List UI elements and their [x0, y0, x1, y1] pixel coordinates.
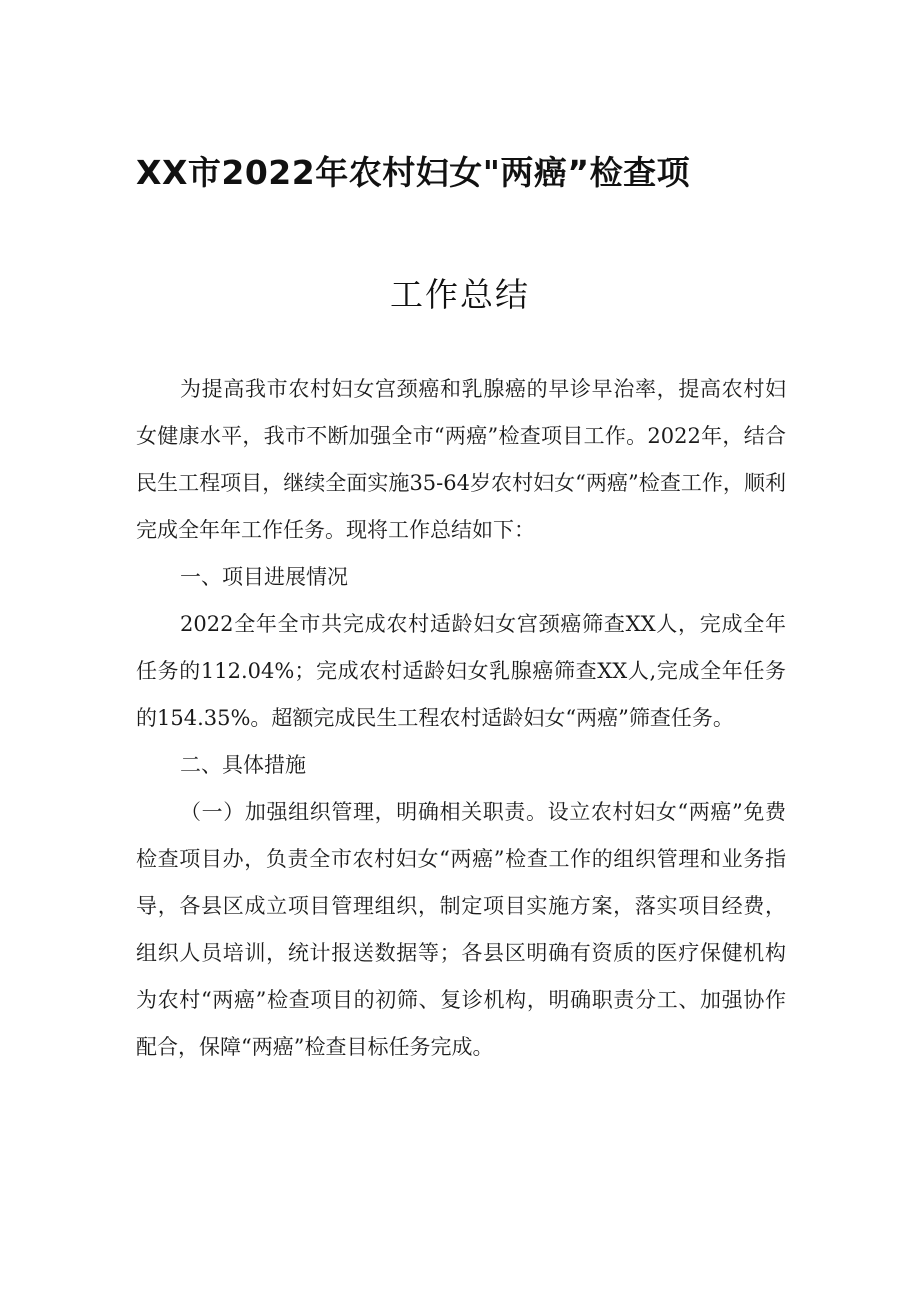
- section-2-heading: 二、具体措施: [180, 753, 306, 777]
- intro-paragraph: 为提高我市农村妇女宫颈癌和乳腺癌的早诊早治率，提高农村妇女健康水平，我市不断加强全市“两癌”检查项目工作。2022年，结合民生工程项目，继续全面实施35-64岁农村妇女“两癌”检查工作，顺利完成全年年工作任务。现将工作总结如下：: [136, 377, 786, 542]
- section-1-heading: 一、项目进展情况: [180, 565, 348, 589]
- document-body: [136, 366, 786, 1071]
- document-title-line-2: 工作总结: [390, 275, 530, 314]
- section-1-paragraph: 2022全年全市共完成农村适龄妇女宫颈癌筛查XX人，完成全年任务的112.04%；完成农村适龄妇女乳腺癌筛查XX人,完成全年任务的154.35%。超额完成民生工程农村适龄妇女“两癌”筛查任务。: [136, 612, 786, 730]
- section-2-item-1-paragraph: （一）加强组织管理，明确相关职责。设立农村妇女“两癌”免费检查项目办，负责全市农村妇女“两癌”检查工作的组织管理和业务指导，各县区成立项目管理组织，制定项目实施方案，落实项目经费，组织人员培训，统计报送数据等；各县区明确有资质的医疗保健机构为农村“两癌”检查项目的初筛、复诊机构，明确职责分工、加强协作配合，保障“两癌”检查目标任务完成。: [136, 800, 786, 1059]
- document-title-line-1: XX市2022年农村妇女"两癌”检查项: [136, 153, 691, 192]
